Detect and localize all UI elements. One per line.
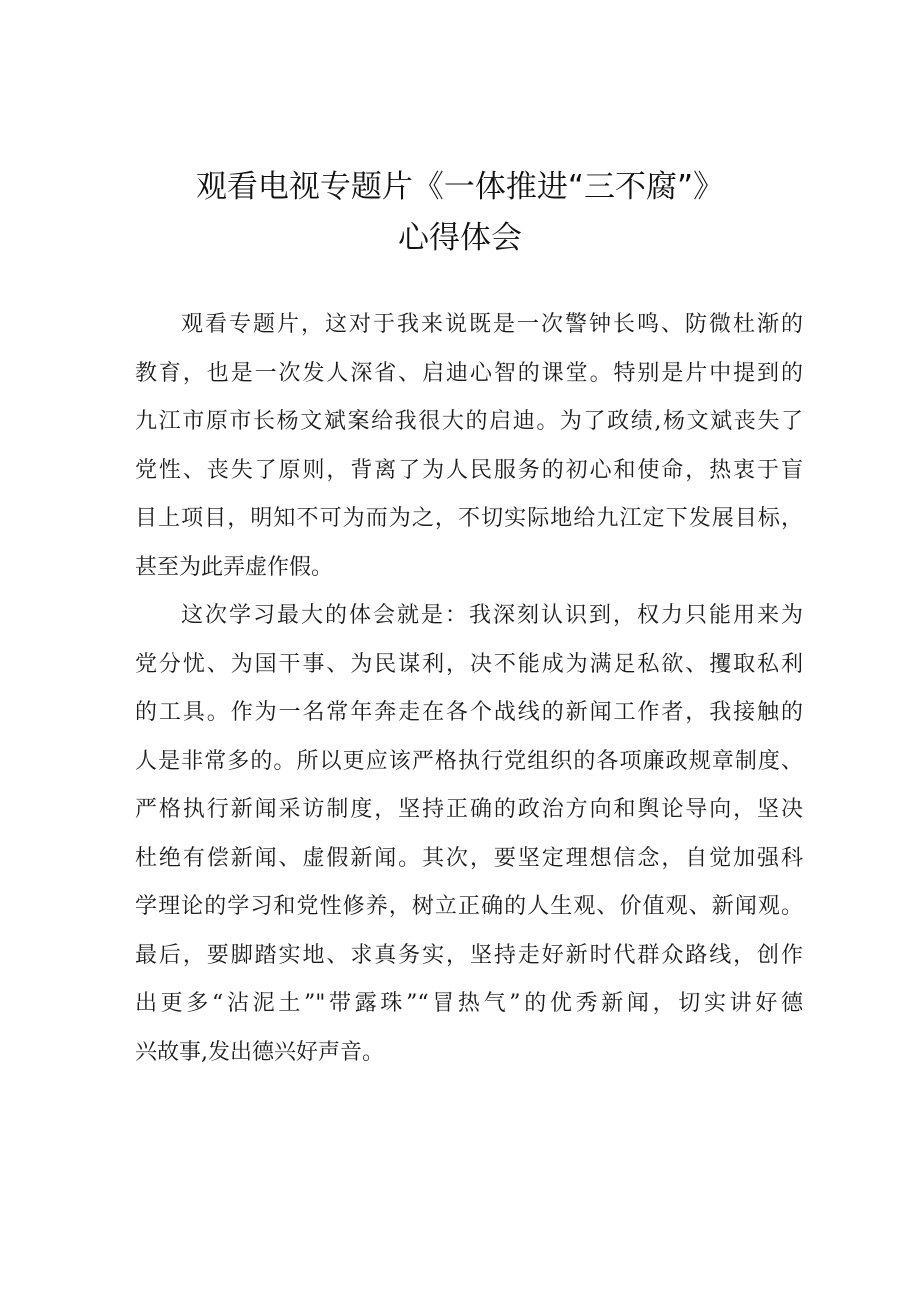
paragraph-line: 出更多“沾泥土”"带露珠”“冒热气”的优秀新闻，切实讲好德 <box>135 991 803 1016</box>
paragraph-line: 人是非常多的。所以更应该严格执行党组织的各项廉政规章制度、 <box>135 748 803 774</box>
paragraph-line: 党性、丧失了原则，背离了为人民服务的初心和使命，热衷于盲 <box>135 457 803 483</box>
document-title-line-1: 观看电视专题片《一体推进“三不腐”》 <box>195 169 725 205</box>
paragraph-line: 甚至为此弄虚作假。 <box>135 554 334 580</box>
paragraph-line: 党分忧、为国干事、为民谋利，决不能成为满足私欲、攫取私利 <box>135 651 803 677</box>
paragraph-2 <box>135 592 803 1077</box>
paragraph-line: 兴故事,发出德兴好声音。 <box>135 1039 384 1065</box>
paragraph-1 <box>135 301 803 592</box>
paragraph-line: 教育，也是一次发人深省、启迪心智的课堂。特别是片中提到的 <box>135 360 803 386</box>
paragraph-line: 学理论的学习和党性修养，树立正确的人生观、价值观、新闻观。 <box>135 894 803 919</box>
paragraph-line: 九江市原市长杨文斌案给我很大的启迪。为了政绩,杨文斌丧失了 <box>135 409 803 434</box>
paragraph-line: 严格执行新闻采访制度，坚持正确的政治方向和舆论导向，坚决 <box>135 797 803 822</box>
paragraph-line: 最后，要脚踏实地、求真务实，坚持走好新时代群众路线，创作 <box>135 942 803 968</box>
paragraph-line: 这次学习最大的体会就是：我深刻认识到，权力只能用来为 <box>181 603 803 628</box>
paragraph-line: 的工具。作为一名常年奔走在各个战线的新闻工作者，我接触的 <box>135 700 803 725</box>
document-title-line-2: 心得体会 <box>398 220 522 256</box>
paragraph-line: 杜绝有偿新闻、虚假新闻。其次，要坚定理想信念，自觉加强科 <box>135 845 803 871</box>
paragraph-line: 观看专题片，这对于我来说既是一次警钟长鸣、防微杜渐的 <box>181 312 803 337</box>
paragraph-line: 目上项目，明知不可为而为之，不切实际地给九江定下发展目标， <box>135 506 803 531</box>
